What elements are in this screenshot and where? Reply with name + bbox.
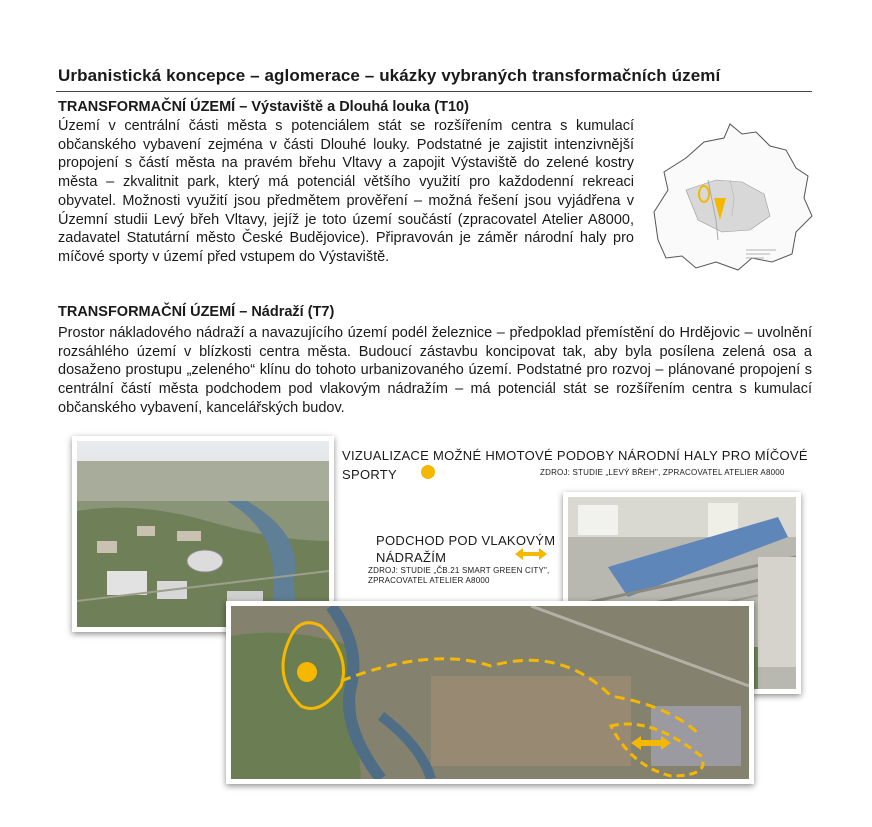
section-text-t10: Území v centrální části města s potenciálem stát se rozšířením centra s kumulací občanského vybavení zejména v části Dlouhé louky. Podstatné je zajistit intenzivnější propojení s částí města na pravém břehu Vltavy a zapojit Výstaviště do zelené kostry města – zkvalitnit park, který má potenciál většího využití pro každodenní rekreaci obyvatel. Možnosti využití jsou předmětem prověření – možná řešení jsou vyjádřena v Územní studii Levý břeh Vltavy, jejíž je toto území součástí (zpracovatel Atelier A8000, zadavatel Statutární město České Budějovice). Připravován je záměr národní haly pro míčové sporty v území před vstupem do Výstaviště. <box>58 118 634 265</box>
underpass-source <box>368 566 549 586</box>
underpass-source-line2: ZPRACOVATEL ATELIER A8000 <box>368 576 490 585</box>
location-map <box>646 120 816 275</box>
section-text-t7: Prostor nákladového nádraží a navazujícího území podél železnice – předpoklad přemístění do Hrdějovic – uvolnění rozsáhlého území v blízkosti centra města. Budoucí zástavbu koncipovat tak, aby byla posílena zelená osa a dosaženo prostupu „zeleného“ klínu do tohoto urbanizovaného území. Podstatné pro rozvoj – plánované propojení s centrální částí města podchodem pod vlakovým nádražím – má potenciál stát se rozšířením centra s kumulací občanského vybavení, kancelářských budov. <box>58 325 812 416</box>
visualization-source: ZDROJ: STUDIE „LEVÝ BŘEH", ZPRACOVATEL ATELIER A8000 <box>540 468 785 477</box>
underpass-source-line1: ZDROJ: STUDIE „ČB.21 SMART GREEN CITY", <box>368 566 550 575</box>
section-heading-t7: TRANSFORMAČNÍ ÚZEMÍ – Nádraží (T7) <box>58 304 335 320</box>
visualization-caption: VIZUALIZACE MOŽNÉ HMOTOVÉ PODOBY NÁRODNÍ HALY PRO MÍČOVÉ SPORTY <box>342 448 808 482</box>
location-marker-dot <box>421 465 435 479</box>
aerial-city-map <box>226 601 754 784</box>
underpass-caption-line2: NÁDRAŽÍM <box>376 550 447 565</box>
page-title: Urbanistická koncepce – aglomerace – ukázky vybraných transformačních území <box>58 66 721 85</box>
double-arrow-icon <box>514 547 548 561</box>
title-divider <box>56 91 812 92</box>
underpass-caption-line1: PODCHOD POD VLAKOVÝM <box>376 533 556 548</box>
section-heading-t10: TRANSFORMAČNÍ ÚZEMÍ – Výstaviště a Dlouhá louka (T10) <box>58 99 469 115</box>
